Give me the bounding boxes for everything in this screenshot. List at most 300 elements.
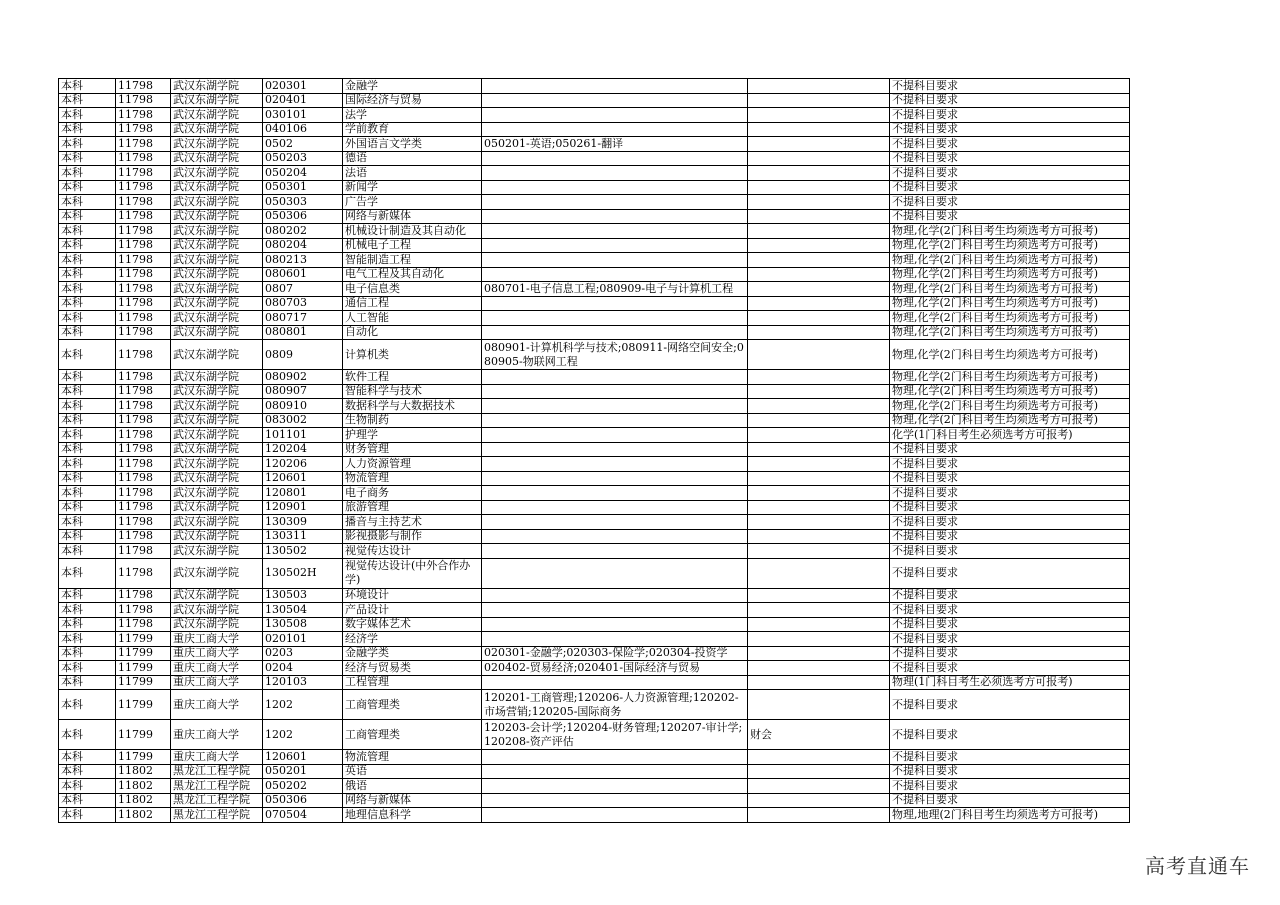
- school-code-cell: 11798: [116, 195, 171, 210]
- note-cell: [748, 267, 890, 282]
- table-body: [59, 79, 1130, 823]
- included-majors-cell: [482, 544, 748, 559]
- school-name-cell: 黑龙江工程学院: [171, 779, 263, 794]
- table-row: [59, 720, 1130, 750]
- school-name-cell: 武汉东湖学院: [171, 93, 263, 108]
- subject-requirement-cell: 不提科目要求: [890, 108, 1130, 123]
- major-code-cell: 120801: [263, 486, 343, 501]
- table-row: [59, 238, 1130, 253]
- included-majors-cell: 050201-英语;050261-翻译: [482, 137, 748, 152]
- school-code-cell: 11798: [116, 151, 171, 166]
- school-name-cell: 武汉东湖学院: [171, 617, 263, 632]
- school-code-cell: 11798: [116, 370, 171, 385]
- table-row: [59, 750, 1130, 765]
- subject-requirement-cell: 不提科目要求: [890, 195, 1130, 210]
- major-name-cell: 网络与新媒体: [343, 209, 482, 224]
- included-majors-cell: [482, 588, 748, 603]
- major-code-cell: 030101: [263, 108, 343, 123]
- subject-requirement-cell: 不提科目要求: [890, 93, 1130, 108]
- major-name-cell: 视觉传达设计: [343, 544, 482, 559]
- level-cell: 本科: [59, 750, 116, 765]
- subject-requirement-cell: 不提科目要求: [890, 79, 1130, 94]
- level-cell: 本科: [59, 122, 116, 137]
- school-code-cell: 11798: [116, 515, 171, 530]
- major-code-cell: 080907: [263, 384, 343, 399]
- level-cell: 本科: [59, 370, 116, 385]
- note-cell: [748, 544, 890, 559]
- subject-requirement-cell: 物理(1门科目考生必须选考方可报考): [890, 675, 1130, 690]
- school-code-cell: 11798: [116, 340, 171, 370]
- note-cell: [748, 122, 890, 137]
- major-code-cell: 130508: [263, 617, 343, 632]
- subject-requirement-cell: 不提科目要求: [890, 690, 1130, 720]
- included-majors-cell: [482, 93, 748, 108]
- school-name-cell: 武汉东湖学院: [171, 413, 263, 428]
- included-majors-cell: [482, 180, 748, 195]
- major-code-cell: 1202: [263, 720, 343, 750]
- subject-requirement-cell: 不提科目要求: [890, 764, 1130, 779]
- major-name-cell: 德语: [343, 151, 482, 166]
- school-code-cell: 11802: [116, 808, 171, 823]
- major-code-cell: 130502H: [263, 558, 343, 588]
- school-name-cell: 重庆工商大学: [171, 661, 263, 676]
- level-cell: 本科: [59, 720, 116, 750]
- major-code-cell: 0203: [263, 646, 343, 661]
- subject-requirement-cell: 物理,化学(2门科目考生均须选考方可报考): [890, 253, 1130, 268]
- note-cell: [748, 224, 890, 239]
- included-majors-cell: [482, 238, 748, 253]
- major-name-cell: 物流管理: [343, 471, 482, 486]
- note-cell: [748, 180, 890, 195]
- major-code-cell: 120601: [263, 750, 343, 765]
- major-name-cell: 电子商务: [343, 486, 482, 501]
- major-name-cell: 护理学: [343, 428, 482, 443]
- note-cell: [748, 325, 890, 340]
- school-name-cell: 武汉东湖学院: [171, 340, 263, 370]
- table-row: [59, 793, 1130, 808]
- school-code-cell: 11798: [116, 588, 171, 603]
- table-row: [59, 515, 1130, 530]
- subject-requirement-cell: 物理,化学(2门科目考生均须选考方可报考): [890, 340, 1130, 370]
- note-cell: [748, 603, 890, 618]
- note-cell: [748, 457, 890, 472]
- included-majors-cell: [482, 558, 748, 588]
- school-code-cell: 11798: [116, 325, 171, 340]
- included-majors-cell: [482, 793, 748, 808]
- school-code-cell: 11798: [116, 384, 171, 399]
- level-cell: 本科: [59, 399, 116, 414]
- included-majors-cell: [482, 224, 748, 239]
- school-code-cell: 11799: [116, 720, 171, 750]
- major-name-cell: 影视摄影与制作: [343, 529, 482, 544]
- major-name-cell: 视觉传达设计(中外合作办学): [343, 558, 482, 588]
- note-cell: [748, 93, 890, 108]
- school-code-cell: 11799: [116, 661, 171, 676]
- major-name-cell: 财务管理: [343, 442, 482, 457]
- subject-requirement-cell: 不提科目要求: [890, 457, 1130, 472]
- note-cell: [748, 195, 890, 210]
- major-code-cell: 080902: [263, 370, 343, 385]
- major-code-cell: 080202: [263, 224, 343, 239]
- school-name-cell: 武汉东湖学院: [171, 122, 263, 137]
- subject-requirement-cell: 不提科目要求: [890, 137, 1130, 152]
- level-cell: 本科: [59, 195, 116, 210]
- included-majors-cell: [482, 500, 748, 515]
- school-name-cell: 武汉东湖学院: [171, 108, 263, 123]
- note-cell: [748, 311, 890, 326]
- included-majors-cell: [482, 515, 748, 530]
- level-cell: 本科: [59, 529, 116, 544]
- subject-requirement-cell: 不提科目要求: [890, 793, 1130, 808]
- included-majors-cell: [482, 764, 748, 779]
- major-name-cell: 电气工程及其自动化: [343, 267, 482, 282]
- school-name-cell: 重庆工商大学: [171, 720, 263, 750]
- table-row: [59, 558, 1130, 588]
- major-code-cell: 050203: [263, 151, 343, 166]
- major-name-cell: 工商管理类: [343, 690, 482, 720]
- included-majors-cell: [482, 808, 748, 823]
- note-cell: [748, 238, 890, 253]
- table-row: [59, 311, 1130, 326]
- major-code-cell: 050204: [263, 166, 343, 181]
- level-cell: 本科: [59, 137, 116, 152]
- school-name-cell: 武汉东湖学院: [171, 79, 263, 94]
- subject-requirement-cell: 不提科目要求: [890, 646, 1130, 661]
- table-row: [59, 632, 1130, 647]
- school-code-cell: 11798: [116, 122, 171, 137]
- school-code-cell: 11798: [116, 209, 171, 224]
- major-code-cell: 130503: [263, 588, 343, 603]
- school-code-cell: 11798: [116, 166, 171, 181]
- subject-requirement-cell: 不提科目要求: [890, 750, 1130, 765]
- school-code-cell: 11798: [116, 529, 171, 544]
- subject-requirement-cell: 物理,化学(2门科目考生均须选考方可报考): [890, 325, 1130, 340]
- level-cell: 本科: [59, 428, 116, 443]
- note-cell: [748, 808, 890, 823]
- note-cell: [748, 529, 890, 544]
- school-name-cell: 黑龙江工程学院: [171, 793, 263, 808]
- included-majors-cell: 120203-会计学;120204-财务管理;120207-审计学;120208-资产评估: [482, 720, 748, 750]
- major-name-cell: 电子信息类: [343, 282, 482, 297]
- table-row: [59, 151, 1130, 166]
- subject-requirement-cell: 不提科目要求: [890, 632, 1130, 647]
- note-cell: [748, 779, 890, 794]
- level-cell: 本科: [59, 603, 116, 618]
- subject-requirement-cell: 不提科目要求: [890, 558, 1130, 588]
- school-name-cell: 武汉东湖学院: [171, 588, 263, 603]
- table-row: [59, 808, 1130, 823]
- table-row: [59, 79, 1130, 94]
- note-cell: [748, 413, 890, 428]
- major-code-cell: 050201: [263, 764, 343, 779]
- school-name-cell: 武汉东湖学院: [171, 486, 263, 501]
- school-code-cell: 11798: [116, 617, 171, 632]
- major-code-cell: 120103: [263, 675, 343, 690]
- major-name-cell: 地理信息科学: [343, 808, 482, 823]
- table-row: [59, 588, 1130, 603]
- table-row: [59, 180, 1130, 195]
- note-cell: [748, 209, 890, 224]
- included-majors-cell: [482, 603, 748, 618]
- table-row: [59, 325, 1130, 340]
- table-row: [59, 544, 1130, 559]
- major-code-cell: 080801: [263, 325, 343, 340]
- major-name-cell: 国际经济与贸易: [343, 93, 482, 108]
- included-majors-cell: 020301-金融学;020303-保险学;020304-投资学: [482, 646, 748, 661]
- subject-requirement-cell: 不提科目要求: [890, 180, 1130, 195]
- school-code-cell: 11798: [116, 180, 171, 195]
- note-cell: [748, 617, 890, 632]
- level-cell: 本科: [59, 267, 116, 282]
- table-row: [59, 282, 1130, 297]
- included-majors-cell: [482, 325, 748, 340]
- school-code-cell: 11798: [116, 253, 171, 268]
- major-name-cell: 法语: [343, 166, 482, 181]
- subject-requirement-cell: 物理,化学(2门科目考生均须选考方可报考): [890, 370, 1130, 385]
- note-cell: [748, 515, 890, 530]
- major-name-cell: 工商管理类: [343, 720, 482, 750]
- major-name-cell: 生物制药: [343, 413, 482, 428]
- major-name-cell: 学前教育: [343, 122, 482, 137]
- included-majors-cell: [482, 122, 748, 137]
- level-cell: 本科: [59, 238, 116, 253]
- note-cell: [748, 282, 890, 297]
- major-code-cell: 070504: [263, 808, 343, 823]
- included-majors-cell: [482, 79, 748, 94]
- school-name-cell: 武汉东湖学院: [171, 384, 263, 399]
- school-code-cell: 11798: [116, 413, 171, 428]
- major-name-cell: 新闻学: [343, 180, 482, 195]
- subject-requirement-cell: 物理,化学(2门科目考生均须选考方可报考): [890, 224, 1130, 239]
- subject-requirement-cell: 不提科目要求: [890, 442, 1130, 457]
- level-cell: 本科: [59, 296, 116, 311]
- subject-requirement-cell: 不提科目要求: [890, 151, 1130, 166]
- school-code-cell: 11798: [116, 93, 171, 108]
- school-name-cell: 武汉东湖学院: [171, 166, 263, 181]
- school-name-cell: 武汉东湖学院: [171, 282, 263, 297]
- school-code-cell: 11798: [116, 486, 171, 501]
- note-cell: [748, 558, 890, 588]
- school-code-cell: 11798: [116, 311, 171, 326]
- note-cell: [748, 632, 890, 647]
- admission-requirements-table: [58, 78, 1130, 823]
- included-majors-cell: [482, 529, 748, 544]
- subject-requirement-cell: 物理,化学(2门科目考生均须选考方可报考): [890, 413, 1130, 428]
- note-cell: [748, 750, 890, 765]
- major-name-cell: 人力资源管理: [343, 457, 482, 472]
- school-name-cell: 重庆工商大学: [171, 675, 263, 690]
- included-majors-cell: [482, 209, 748, 224]
- major-name-cell: 环境设计: [343, 588, 482, 603]
- level-cell: 本科: [59, 661, 116, 676]
- school-name-cell: 武汉东湖学院: [171, 428, 263, 443]
- school-name-cell: 武汉东湖学院: [171, 253, 263, 268]
- table-row: [59, 675, 1130, 690]
- table-row: [59, 661, 1130, 676]
- watermark-logo-text: 高考直通车: [1145, 854, 1250, 878]
- major-code-cell: 050306: [263, 793, 343, 808]
- major-code-cell: 0204: [263, 661, 343, 676]
- major-name-cell: 数字媒体艺术: [343, 617, 482, 632]
- major-code-cell: 101101: [263, 428, 343, 443]
- included-majors-cell: [482, 779, 748, 794]
- major-name-cell: 英语: [343, 764, 482, 779]
- included-majors-cell: [482, 471, 748, 486]
- level-cell: 本科: [59, 515, 116, 530]
- note-cell: [748, 370, 890, 385]
- table-row: [59, 500, 1130, 515]
- school-code-cell: 11798: [116, 399, 171, 414]
- included-majors-cell: [482, 311, 748, 326]
- level-cell: 本科: [59, 617, 116, 632]
- level-cell: 本科: [59, 79, 116, 94]
- major-code-cell: 020401: [263, 93, 343, 108]
- subject-requirement-cell: 不提科目要求: [890, 166, 1130, 181]
- major-name-cell: 机械电子工程: [343, 238, 482, 253]
- major-name-cell: 广告学: [343, 195, 482, 210]
- note-cell: [748, 108, 890, 123]
- subject-requirement-cell: 不提科目要求: [890, 471, 1130, 486]
- major-code-cell: 0502: [263, 137, 343, 152]
- school-name-cell: 武汉东湖学院: [171, 558, 263, 588]
- table-row: [59, 486, 1130, 501]
- school-name-cell: 武汉东湖学院: [171, 267, 263, 282]
- included-majors-cell: [482, 486, 748, 501]
- school-code-cell: 11798: [116, 137, 171, 152]
- level-cell: 本科: [59, 471, 116, 486]
- school-code-cell: 11798: [116, 79, 171, 94]
- major-name-cell: 法学: [343, 108, 482, 123]
- school-name-cell: 武汉东湖学院: [171, 151, 263, 166]
- school-name-cell: 武汉东湖学院: [171, 500, 263, 515]
- included-majors-cell: [482, 384, 748, 399]
- table-row: [59, 384, 1130, 399]
- school-code-cell: 11798: [116, 603, 171, 618]
- subject-requirement-cell: 物理,化学(2门科目考生均须选考方可报考): [890, 282, 1130, 297]
- table-row: [59, 457, 1130, 472]
- table-row: [59, 413, 1130, 428]
- school-name-cell: 武汉东湖学院: [171, 544, 263, 559]
- school-code-cell: 11799: [116, 646, 171, 661]
- level-cell: 本科: [59, 108, 116, 123]
- included-majors-cell: [482, 617, 748, 632]
- major-code-cell: 0807: [263, 282, 343, 297]
- major-code-cell: 050202: [263, 779, 343, 794]
- major-name-cell: 通信工程: [343, 296, 482, 311]
- major-code-cell: 020301: [263, 79, 343, 94]
- subject-requirement-cell: 不提科目要求: [890, 529, 1130, 544]
- note-cell: [748, 646, 890, 661]
- major-name-cell: 工程管理: [343, 675, 482, 690]
- note-cell: [748, 661, 890, 676]
- school-code-cell: 11798: [116, 428, 171, 443]
- major-code-cell: 080717: [263, 311, 343, 326]
- school-code-cell: 11802: [116, 779, 171, 794]
- note-cell: [748, 151, 890, 166]
- school-name-cell: 武汉东湖学院: [171, 457, 263, 472]
- note-cell: [748, 384, 890, 399]
- subject-requirement-cell: 物理,地理(2门科目考生均须选考方可报考): [890, 808, 1130, 823]
- table-row: [59, 617, 1130, 632]
- major-name-cell: 经济学: [343, 632, 482, 647]
- school-name-cell: 武汉东湖学院: [171, 529, 263, 544]
- note-cell: [748, 764, 890, 779]
- level-cell: 本科: [59, 413, 116, 428]
- major-code-cell: 1202: [263, 690, 343, 720]
- subject-requirement-cell: 化学(1门科目考生必须选考方可报考): [890, 428, 1130, 443]
- major-code-cell: 040106: [263, 122, 343, 137]
- table-row: [59, 646, 1130, 661]
- subject-requirement-cell: 物理,化学(2门科目考生均须选考方可报考): [890, 399, 1130, 414]
- table-row: [59, 779, 1130, 794]
- table-row: [59, 209, 1130, 224]
- major-code-cell: 050306: [263, 209, 343, 224]
- level-cell: 本科: [59, 808, 116, 823]
- major-name-cell: 物流管理: [343, 750, 482, 765]
- subject-requirement-cell: 不提科目要求: [890, 209, 1130, 224]
- subject-requirement-cell: 不提科目要求: [890, 588, 1130, 603]
- note-cell: [748, 296, 890, 311]
- level-cell: 本科: [59, 690, 116, 720]
- major-name-cell: 俄语: [343, 779, 482, 794]
- subject-requirement-cell: 不提科目要求: [890, 486, 1130, 501]
- major-name-cell: 机械设计制造及其自动化: [343, 224, 482, 239]
- level-cell: 本科: [59, 500, 116, 515]
- level-cell: 本科: [59, 93, 116, 108]
- school-code-cell: 11798: [116, 296, 171, 311]
- level-cell: 本科: [59, 675, 116, 690]
- note-cell: [748, 428, 890, 443]
- note-cell: [748, 500, 890, 515]
- major-code-cell: 080703: [263, 296, 343, 311]
- note-cell: [748, 486, 890, 501]
- level-cell: 本科: [59, 558, 116, 588]
- major-code-cell: 120901: [263, 500, 343, 515]
- school-code-cell: 11799: [116, 750, 171, 765]
- included-majors-cell: [482, 457, 748, 472]
- school-name-cell: 武汉东湖学院: [171, 296, 263, 311]
- major-code-cell: 050303: [263, 195, 343, 210]
- school-name-cell: 武汉东湖学院: [171, 399, 263, 414]
- major-code-cell: 050301: [263, 180, 343, 195]
- subject-requirement-cell: 不提科目要求: [890, 544, 1130, 559]
- school-name-cell: 武汉东湖学院: [171, 180, 263, 195]
- school-name-cell: 武汉东湖学院: [171, 311, 263, 326]
- level-cell: 本科: [59, 325, 116, 340]
- table-row: [59, 137, 1130, 152]
- school-code-cell: 11798: [116, 224, 171, 239]
- table-row: [59, 690, 1130, 720]
- level-cell: 本科: [59, 311, 116, 326]
- major-code-cell: 083002: [263, 413, 343, 428]
- note-cell: [748, 340, 890, 370]
- table-row: [59, 267, 1130, 282]
- table-row: [59, 603, 1130, 618]
- school-code-cell: 11798: [116, 457, 171, 472]
- table-row: [59, 340, 1130, 370]
- level-cell: 本科: [59, 166, 116, 181]
- subject-requirement-cell: 不提科目要求: [890, 515, 1130, 530]
- table-row: [59, 370, 1130, 385]
- level-cell: 本科: [59, 180, 116, 195]
- level-cell: 本科: [59, 253, 116, 268]
- subject-requirement-cell: 物理,化学(2门科目考生均须选考方可报考): [890, 267, 1130, 282]
- note-cell: [748, 79, 890, 94]
- table-row: [59, 253, 1130, 268]
- major-name-cell: 产品设计: [343, 603, 482, 618]
- major-name-cell: 智能科学与技术: [343, 384, 482, 399]
- school-name-cell: 武汉东湖学院: [171, 603, 263, 618]
